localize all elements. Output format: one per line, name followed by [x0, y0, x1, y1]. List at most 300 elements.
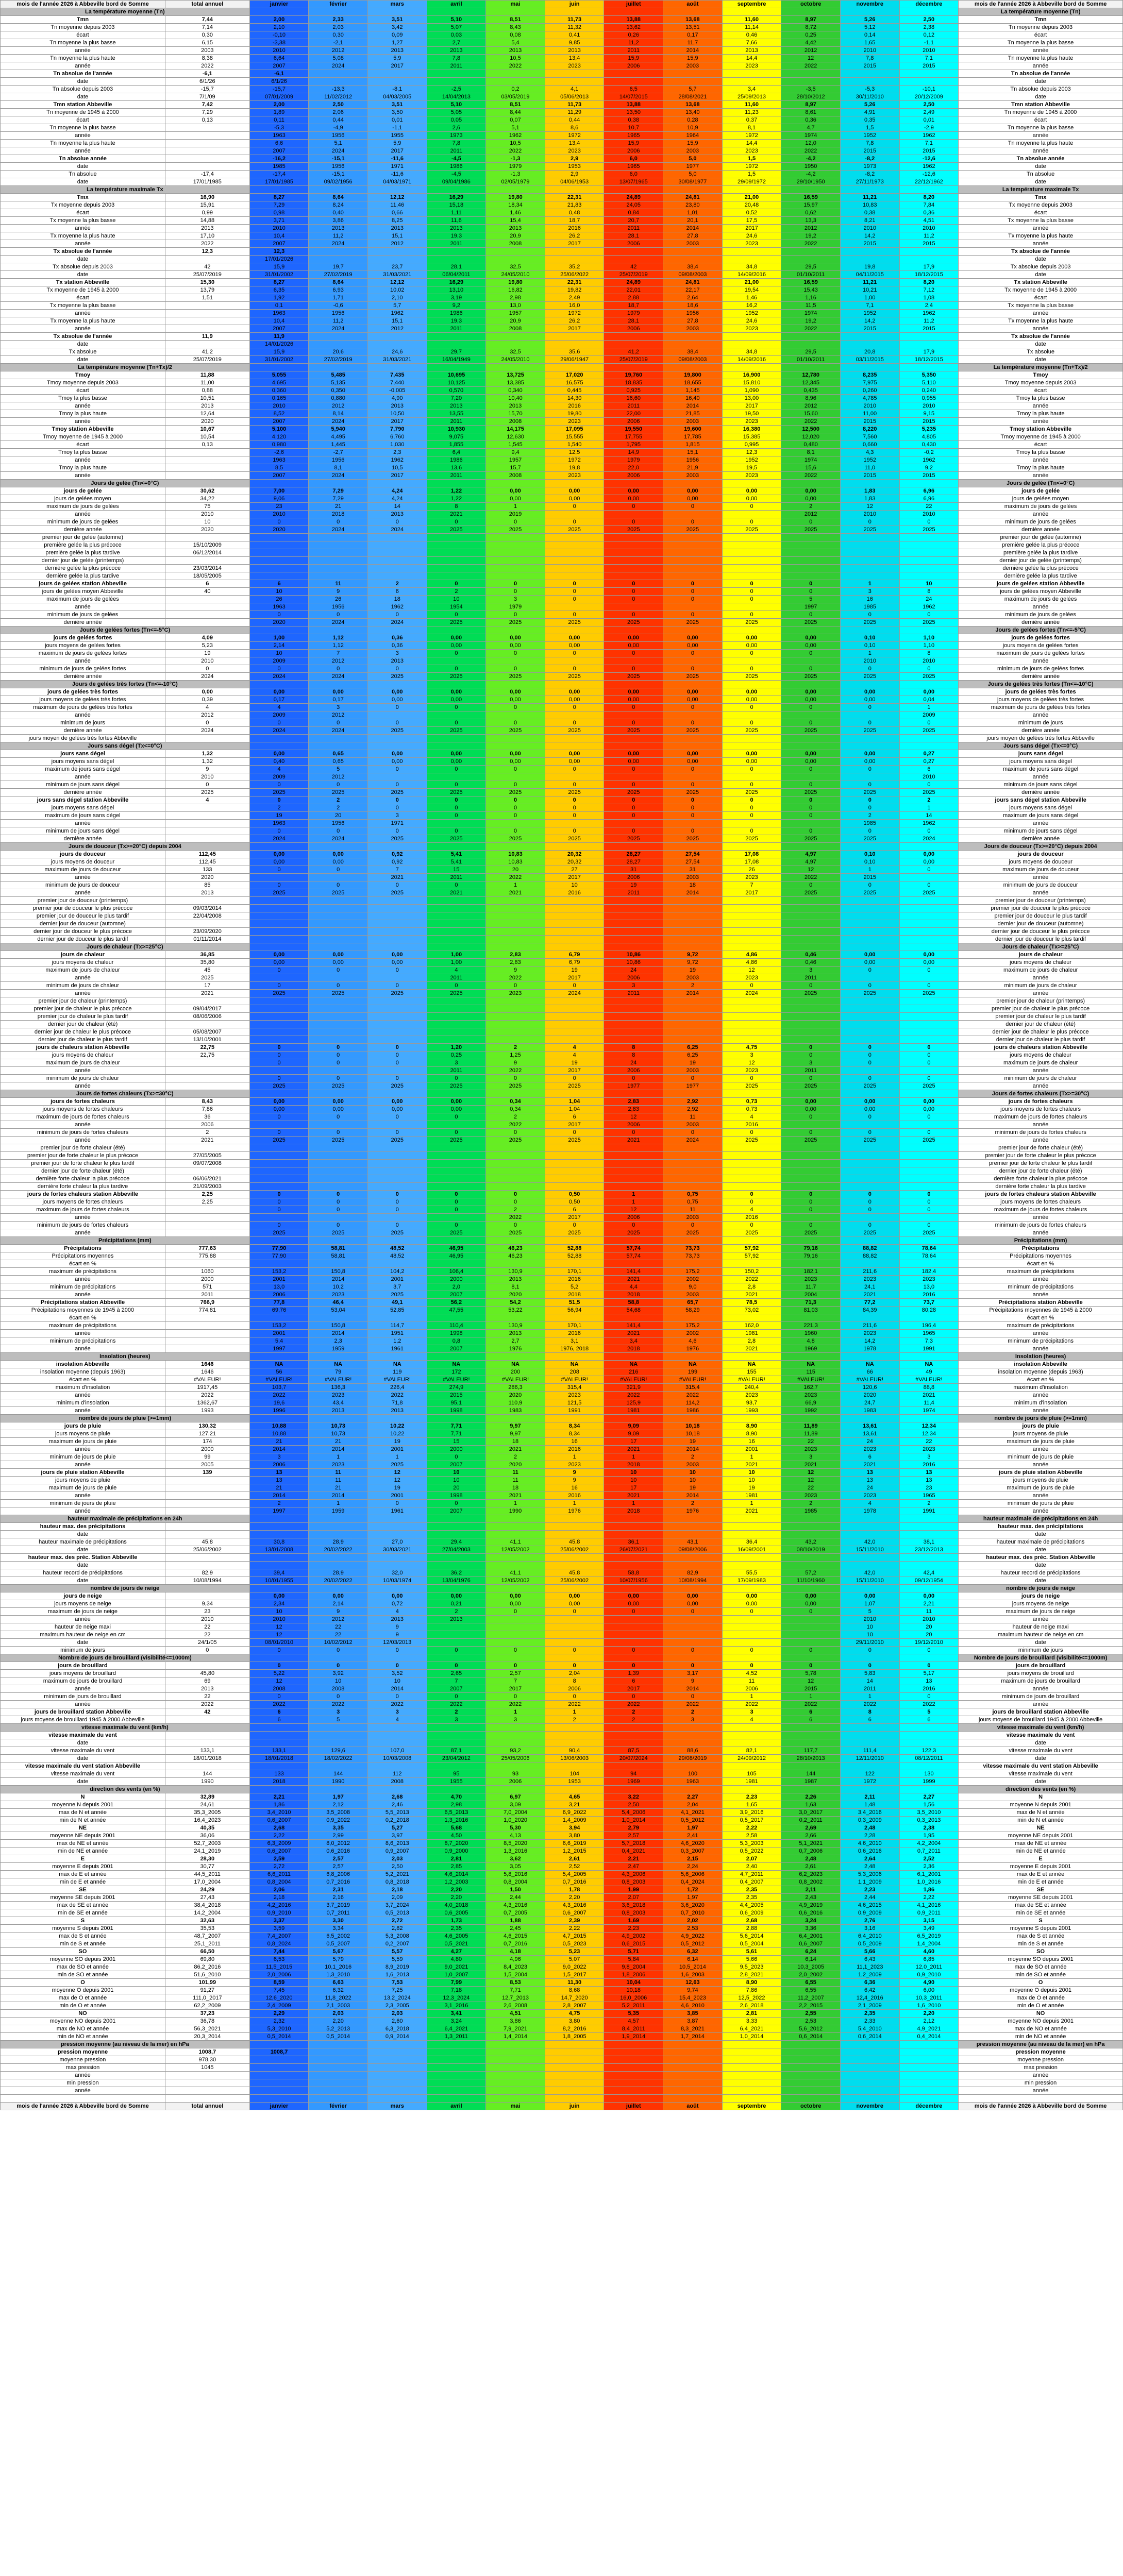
month-cell [486, 2048, 545, 2056]
month-cell: 0,00 [367, 688, 427, 696]
row-label: année [1, 147, 165, 155]
month-cell: 4,6_2020 [663, 1840, 723, 1848]
month-cell: 2 [486, 1206, 545, 1214]
total-cell [165, 1492, 249, 1500]
month-cell: 0,00 [663, 642, 723, 650]
month-cell [781, 657, 841, 665]
month-cell: 11,73 [545, 101, 604, 109]
row-label: jours de fortes chaleurs station Abbeville [1, 1191, 165, 1198]
section-title-right: Jours de gelée (Tn<=0°C) [959, 480, 1123, 487]
table-row [1, 1778, 1123, 1786]
row-label-right: min de SO et année [959, 1971, 1123, 1979]
row-label-right: moyenne NO depuis 2001 [959, 2018, 1123, 2025]
month-cell: 0,44 [545, 116, 604, 124]
month-cell: 2015 [840, 472, 899, 480]
month-cell [840, 1183, 899, 1191]
total-cell: 2024 [165, 727, 249, 735]
month-cell: 0 [722, 665, 781, 673]
month-cell: 29/08/2019 [663, 1755, 723, 1762]
month-cell: 0 [840, 1052, 899, 1059]
month-cell: 12,7_2013 [486, 1994, 545, 2002]
month-cell: 5,135 [309, 379, 368, 387]
month-cell: 8,7_2020 [427, 1840, 486, 1848]
total-cell: 28,30 [165, 1855, 249, 1863]
section-cell [427, 1090, 486, 1098]
month-cell [249, 936, 309, 943]
month-cell: 13 [840, 1477, 899, 1484]
row-label-right: min de E et année [959, 1878, 1123, 1886]
month-cell: 6,00 [899, 1987, 959, 1994]
table-row [1, 1222, 1123, 1229]
month-cell: 0 [663, 827, 723, 835]
month-cell [604, 1160, 663, 1167]
month-cell: 1 [545, 1453, 604, 1461]
month-cell [781, 70, 841, 78]
month-cell [722, 534, 781, 541]
month-cell: 0 [249, 518, 309, 526]
month-cell [486, 711, 545, 719]
month-cell: 11,32 [545, 24, 604, 31]
month-cell: 0,8_2002 [781, 1878, 841, 1886]
month-cell: 17,095 [545, 426, 604, 433]
row-label-right: date [959, 93, 1123, 101]
month-cell [899, 1067, 959, 1075]
month-cell: 10 [604, 1477, 663, 1484]
month-cell [899, 1531, 959, 1538]
section-cell [367, 1654, 427, 1662]
total-cell: 1993 [165, 1407, 249, 1415]
month-cell: 1,99 [604, 1886, 663, 1894]
blank-cell [840, 2095, 899, 2103]
section-cell [781, 8, 841, 16]
month-cell: 4,50 [427, 1832, 486, 1840]
table-row [1, 1762, 1123, 1770]
month-cell: 1985 [840, 603, 899, 611]
month-cell: 2018 [604, 1461, 663, 1469]
month-cell [604, 905, 663, 912]
table-row [1, 1453, 1123, 1461]
row-label: minimum de jours sans dégel [1, 781, 165, 789]
month-cell: 1999 [899, 1778, 959, 1786]
month-cell: 14,2 [840, 317, 899, 325]
month-cell: 0,00 [899, 951, 959, 959]
month-cell: 2,98 [486, 294, 545, 302]
row-label-right: maximum de jours de chaleur [959, 967, 1123, 974]
month-cell [367, 534, 427, 541]
month-cell [899, 1013, 959, 1021]
section-cell [781, 186, 841, 194]
month-cell [899, 1183, 959, 1191]
row-label-right: hauteur max. des précipitations [959, 1523, 1123, 1531]
month-cell [899, 1739, 959, 1747]
month-cell: 21,9 [663, 464, 723, 472]
month-cell: 106,4 [427, 1268, 486, 1276]
month-cell: 0 [840, 766, 899, 773]
total-cell: 174 [165, 1438, 249, 1446]
month-cell [545, 78, 604, 86]
month-cell [781, 1739, 841, 1747]
month-cell: 12 [249, 1677, 309, 1685]
row-label: maximum de jours de pluie [1, 1438, 165, 1446]
month-cell: 3,4 [604, 1337, 663, 1345]
month-cell [840, 1762, 899, 1770]
section-cell [427, 1724, 486, 1732]
month-cell: 2,8 [722, 1337, 781, 1345]
month-cell: 0 [781, 1129, 841, 1137]
table-row [1, 39, 1123, 47]
month-cell: 2025 [427, 673, 486, 681]
row-label-right: minimum de jours de gelées [959, 611, 1123, 619]
month-cell: 13 [899, 1677, 959, 1685]
month-cell: 0 [840, 781, 899, 789]
month-cell: 28,1 [604, 232, 663, 240]
row-label-right: minimum de jours sans dégel [959, 781, 1123, 789]
month-cell [840, 912, 899, 920]
month-cell: 2025 [722, 673, 781, 681]
month-cell: 0,7_2016 [486, 1940, 545, 1948]
month-cell: 4,75 [722, 1044, 781, 1052]
month-cell: 2,60 [367, 2018, 427, 2025]
month-cell: 4 [249, 766, 309, 773]
month-cell [545, 1554, 604, 1562]
row-label-right: date [959, 178, 1123, 186]
month-cell: 6,97 [486, 1793, 545, 1801]
table-row [1, 55, 1123, 62]
month-cell [367, 1183, 427, 1191]
month-cell: 2,81 [722, 2010, 781, 2018]
row-label-right: Tx absolue [959, 348, 1123, 356]
table-row [1, 1840, 1123, 1848]
month-cell: 200 [486, 1368, 545, 1376]
month-cell: 8,27 [249, 194, 309, 201]
month-cell: 3,0_2017 [781, 1809, 841, 1817]
section-cell [722, 1353, 781, 1361]
month-cell: 10 [663, 1469, 723, 1477]
month-cell: 0 [663, 1693, 723, 1701]
month-cell: 2,38 [899, 24, 959, 31]
table-row [1, 773, 1123, 781]
month-cell: 0,4_2014 [899, 2033, 959, 2041]
month-cell: 2025 [367, 1082, 427, 1090]
month-cell [899, 534, 959, 541]
month-cell [367, 1739, 427, 1747]
month-cell: 2023 [545, 62, 604, 70]
month-cell: 93 [486, 1770, 545, 1778]
month-cell: 2,8_2007 [545, 2002, 604, 2010]
row-label-right: année [959, 310, 1123, 317]
table-row [1, 1562, 1123, 1569]
row-label: Précipitations station Abbeville [1, 1299, 165, 1307]
month-cell [781, 1762, 841, 1770]
month-cell: 01/10/2011 [781, 356, 841, 364]
month-cell [249, 2072, 309, 2079]
section-cell [545, 943, 604, 951]
month-cell: 17 [604, 1484, 663, 1492]
month-cell: 4,51 [899, 217, 959, 225]
month-cell: 0,11 [249, 116, 309, 124]
section-title-right: Jours de gelées fortes (Tn<=-5°C) [959, 626, 1123, 634]
month-cell: 2011 [840, 1685, 899, 1693]
month-cell: 0 [249, 1113, 309, 1121]
month-cell: 2017 [367, 418, 427, 426]
month-cell: 2022 [486, 1067, 545, 1075]
table-row [1, 1067, 1123, 1075]
month-cell [604, 1314, 663, 1322]
month-cell [604, 1639, 663, 1647]
month-cell [545, 820, 604, 827]
section-cell [781, 1654, 841, 1662]
month-cell: 10,4 [249, 317, 309, 325]
month-cell: 2,99 [309, 1832, 368, 1840]
month-cell [309, 1260, 368, 1268]
month-cell: 2024 [309, 240, 368, 248]
month-cell: 16,59 [781, 279, 841, 286]
table-row [1, 1028, 1123, 1036]
month-cell [309, 1160, 368, 1167]
row-label: jours de douceur [1, 851, 165, 858]
month-cell: 4,6_2014 [427, 1871, 486, 1878]
section-cell [899, 1237, 959, 1245]
month-cell: 19 [545, 1059, 604, 1067]
month-cell [840, 1152, 899, 1160]
month-cell: 5,3_2003 [722, 1840, 781, 1848]
row-label: année [1, 456, 165, 464]
section-cell [840, 8, 899, 16]
row-label-right: année [959, 820, 1123, 827]
total-cell: 144 [165, 1770, 249, 1778]
row-label: S [1, 1917, 165, 1925]
month-cell: 95,1 [427, 1399, 486, 1407]
month-cell: -13,3 [309, 86, 368, 93]
month-cell: 2015 [899, 472, 959, 480]
month-cell: 24,6 [367, 348, 427, 356]
month-cell: 0 [722, 580, 781, 588]
month-cell [604, 70, 663, 78]
month-cell [309, 936, 368, 943]
month-cell [486, 1036, 545, 1044]
month-cell: 10,5 [486, 140, 545, 147]
month-cell: 0 [545, 1647, 604, 1654]
section-cell [840, 186, 899, 194]
month-cell: 0,00 [427, 642, 486, 650]
month-cell: 0 [309, 1052, 368, 1059]
section-row [1, 1654, 1123, 1662]
month-cell: 8,72 [781, 24, 841, 31]
month-cell: 130,9 [486, 1322, 545, 1330]
month-cell [840, 1531, 899, 1538]
month-cell [722, 1152, 781, 1160]
section-cell [899, 943, 959, 951]
month-cell: 0,925 [604, 387, 663, 395]
table-row [1, 1917, 1123, 1925]
row-label: dernière année [1, 727, 165, 735]
table-row [1, 1392, 1123, 1399]
month-cell: 2,83 [604, 1098, 663, 1106]
row-label-right: Tmx [959, 194, 1123, 201]
section-title: direction des vents (en %) [1, 1786, 250, 1793]
month-cell: 7,440 [367, 379, 427, 387]
total-cell: 139 [165, 1469, 249, 1477]
month-cell: 16/04/1949 [427, 356, 486, 364]
month-cell: 2025 [427, 1082, 486, 1090]
month-cell: 1962 [486, 132, 545, 140]
month-cell: 29/11/2010 [840, 1639, 899, 1647]
month-cell [604, 1562, 663, 1569]
month-cell: 3,97 [367, 1832, 427, 1840]
month-cell: 5,4 [249, 1337, 309, 1345]
month-cell: 2,20 [899, 2010, 959, 2018]
row-label: moyenne S depuis 2001 [1, 1925, 165, 1933]
month-cell [604, 1531, 663, 1538]
month-cell: 0 [840, 1044, 899, 1052]
month-cell [309, 912, 368, 920]
total-cell: 2010 [165, 511, 249, 518]
month-cell: 2,57 [604, 1832, 663, 1840]
month-cell: 1,4_2014 [486, 2033, 545, 2041]
row-label-right: Tmn [959, 16, 1123, 24]
month-cell: 0,8_2003 [604, 1878, 663, 1886]
month-cell: 5,83 [840, 1670, 899, 1677]
total-cell: 17 [165, 982, 249, 990]
month-cell: 2025 [367, 1229, 427, 1237]
month-cell: 125,9 [604, 1399, 663, 1407]
month-cell: -4,5 [427, 155, 486, 163]
month-cell: 0 [427, 796, 486, 804]
month-cell: 0 [781, 1113, 841, 1121]
month-cell: 4,6_2010 [663, 2002, 723, 2010]
month-cell: 0 [545, 1662, 604, 1670]
row-label-right: vitesse maximale du vent station Abbeville [959, 1762, 1123, 1770]
month-cell: 2023 [840, 1446, 899, 1453]
month-cell [840, 1554, 899, 1562]
month-cell [545, 2079, 604, 2087]
month-cell: 1,56 [899, 1801, 959, 1809]
month-cell: #VALEUR! [249, 1376, 309, 1384]
table-row [1, 2064, 1123, 2072]
month-cell: 12,020 [781, 433, 841, 441]
month-cell: 10,930 [427, 426, 486, 433]
month-cell: 0 [899, 518, 959, 526]
month-cell: 4,9_2021 [899, 2025, 959, 2033]
row-label-right: minimum de précipitations [959, 1337, 1123, 1345]
month-cell [899, 1144, 959, 1152]
month-cell: 8 [604, 1044, 663, 1052]
month-cell: 2006 [249, 1461, 309, 1469]
month-cell: 2013 [367, 511, 427, 518]
month-cell [427, 936, 486, 943]
month-cell [427, 2056, 486, 2064]
month-cell: 0 [604, 827, 663, 835]
month-cell: 10,18 [663, 1430, 723, 1438]
month-cell: 17,755 [604, 433, 663, 441]
row-label-right: Tx absolue depuis 2003 [959, 263, 1123, 271]
month-cell: 2002 [663, 1330, 723, 1337]
row-label: Tn absolue année [1, 155, 165, 163]
month-cell: 1961 [367, 1345, 427, 1353]
row-label: année [1, 1137, 165, 1144]
row-label-right: jours moyens de chaleur [959, 959, 1123, 967]
month-cell: 115 [781, 1368, 841, 1376]
row-label: date [1, 256, 165, 263]
section-cell [722, 364, 781, 371]
month-cell: 14,4 [722, 55, 781, 62]
total-cell: 2020 [165, 526, 249, 534]
month-cell: 2023 [545, 1392, 604, 1399]
total-cell [165, 1059, 249, 1067]
month-cell [486, 1167, 545, 1175]
table-row [1, 619, 1123, 626]
month-cell: 0,00 [722, 750, 781, 758]
month-cell: 0,38 [840, 209, 899, 217]
month-cell: 10,02 [367, 286, 427, 294]
table-row [1, 1670, 1123, 1677]
month-cell [249, 1214, 309, 1222]
footer-month: septembre [722, 2103, 781, 2110]
month-cell: 3 [840, 588, 899, 596]
row-label-right: date [959, 1778, 1123, 1786]
month-cell: 2025 [899, 673, 959, 681]
month-cell: 4,91 [840, 109, 899, 116]
row-label: Tx moyenne depuis 2003 [1, 201, 165, 209]
month-cell: 6,79 [545, 951, 604, 959]
month-cell: 19,550 [604, 426, 663, 433]
month-cell [249, 541, 309, 549]
month-cell: 24 [840, 1484, 899, 1492]
month-cell: 0,00 [367, 758, 427, 766]
month-cell: 4 [722, 1716, 781, 1724]
month-cell [309, 1144, 368, 1152]
month-cell: 1 [722, 1693, 781, 1701]
row-label: écart [1, 294, 165, 302]
row-label: année [1, 820, 165, 827]
month-cell: 2012 [781, 402, 841, 410]
month-cell [899, 2087, 959, 2095]
table-row [1, 86, 1123, 93]
month-cell: 7 [309, 650, 368, 657]
month-cell: 4,4_2005 [722, 1902, 781, 1909]
month-cell: 24/09/2012 [722, 1755, 781, 1762]
row-label: année [1, 418, 165, 426]
total-cell: 2021 [165, 990, 249, 997]
month-cell [722, 1005, 781, 1013]
month-cell [722, 1260, 781, 1268]
total-cell: 18/01/2018 [165, 1755, 249, 1762]
table-row [1, 1631, 1123, 1639]
month-cell: 8,1 [722, 124, 781, 132]
month-cell [486, 1183, 545, 1191]
section-cell [309, 626, 368, 634]
month-cell: 5,2_2011 [604, 2002, 663, 2010]
table-row [1, 124, 1123, 132]
month-cell: 15,70 [486, 410, 545, 418]
row-label-right: Précipitations moyennes de 1945 à 2000 [959, 1307, 1123, 1314]
month-cell: 2 [427, 588, 486, 596]
month-cell [722, 1144, 781, 1152]
month-cell [309, 1121, 368, 1129]
month-cell: 0,00 [840, 959, 899, 967]
month-cell: 0,14 [840, 31, 899, 39]
month-cell [427, 1021, 486, 1028]
row-label-right: dernière année [959, 835, 1123, 843]
month-cell: 19 [663, 1059, 723, 1067]
row-label: minimum de jours [1, 719, 165, 727]
month-cell: 1,0_2020 [486, 1817, 545, 1824]
month-cell [604, 1167, 663, 1175]
month-cell [249, 557, 309, 565]
month-cell: 1955 [427, 1778, 486, 1786]
month-cell: 9,97 [486, 1422, 545, 1430]
total-cell: 4 [165, 704, 249, 711]
